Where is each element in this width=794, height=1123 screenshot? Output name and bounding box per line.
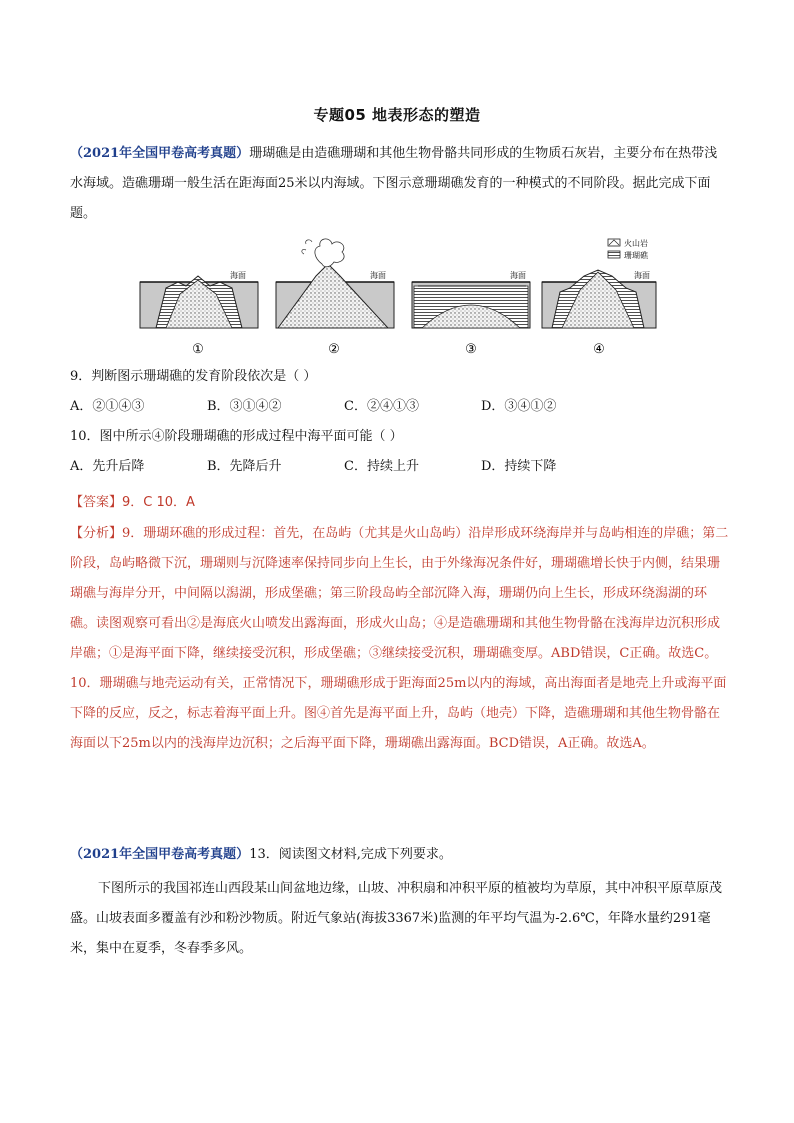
figure-legend [608,238,649,260]
stage-2-panel [276,239,394,328]
option-a: A．②①④③ [70,399,145,414]
option-c: C．持续上升 [344,459,419,474]
analysis-text-9: 9．珊瑚环礁的形成过程：首先，在岛屿（尤其是火山岛屿）沿岸形成环绕海岸并与岛屿相连的岸礁；第二阶段，岛屿略微下沉，珊瑚则与沉降速率保持同步向上生长，由于外缘海况条件好，珊瑚礁增长快于内侧，结果珊瑚礁与海岸分开，中间隔以潟湖，形成堡礁；第三阶段岛屿全部沉降入海，珊瑚仍向上生长，形成环绕潟湖的环礁。读图观察可看出②是海底火山喷发出露海面，形成火山岛；④是造礁珊瑚和其他生物骨骼在浅海岸边沉积形成岸礁；①是海平面下降，继续接受沉积，形成堡礁；③继续接受沉积，珊瑚礁变厚。ABD错误，C正确。故选C。 [70,526,729,661]
coral-reef-figure [138,236,658,360]
analysis-section [70,519,730,759]
answer-label: 【答案】 [70,495,123,510]
stage-label: ① [192,342,204,357]
option-b: B．③①④② [207,399,282,414]
option-c: C．②④①③ [344,399,419,414]
question-13-stem-line [70,840,730,870]
stage-label: ② [328,342,340,357]
stage-1-panel [140,270,258,328]
analysis-label: 【分析】 [70,526,123,541]
answer-line [70,488,730,518]
sea-surface-label: 海面 [370,271,386,280]
sea-surface-label: 海面 [230,271,246,280]
q13-source: （2021年全国甲卷高考真题） [70,847,250,862]
question-10-stem: 10．图中所示④阶段珊瑚礁的形成过程中海平面可能（ ） [70,429,403,444]
analysis-paragraph-2: 10．珊瑚礁与地壳运动有关，正常情况下，珊瑚礁形成于距海面25m以内的海域，高出海面者是地壳上升或海平面下降的反应，反之，标志着海平面上升。图④首先是海平面上升，岛屿（地壳）下降，造礁珊瑚和其他生物骨骼在海面以下25m以内的浅海岸边沉积；之后海平面下降，珊瑚礁出露海面。BCD错误，A正确。故选A。 [70,676,727,751]
option-a: A．先升后降 [70,459,145,474]
volcanic-plume-icon [315,239,344,267]
question-10-options [70,452,730,482]
answer-text: 9．C 10．A [122,495,195,510]
sea-surface-label: 海面 [510,271,526,280]
legend-volcanic-rock: 火山岩 [624,239,648,248]
intro-text: 珊瑚礁是由造礁珊瑚和其他生物骨骼共同形成的生物质石灰岩，主要分布在热带浅水海域。造礁珊瑚一般生活在距海面25米以内海域。下图示意珊瑚礁发育的一种模式的不同阶段。据此完成下面题。 [70,146,718,221]
q13-stem: 13．阅读图文材料,完成下列要求。 [249,847,452,862]
option-d: D．持续下降 [481,459,557,474]
option-d: D．③④①② [481,399,557,414]
option-b: B．先降后升 [207,459,282,474]
page-title: 专题05 地表形态的塑造 [313,106,481,124]
sea-surface-label: 海面 [634,271,650,280]
stage-4-panel [542,270,656,328]
question-9-options [70,392,730,422]
legend-coral-reef: 珊瑚礁 [624,251,648,260]
intro-paragraph [70,139,730,229]
question-9 [70,362,730,482]
question-9-stem: 9．判断图示珊瑚礁的发育阶段依次是（ ） [70,369,317,384]
intro-source: （2021年全国甲卷高考真题） [70,146,250,161]
stage-label: ④ [593,342,605,357]
analysis-paragraph-1 [70,519,730,669]
stage-label: ③ [465,342,477,357]
question-13 [70,840,730,964]
stage-3-panel [412,270,530,328]
q13-material: 下图所示的我国祁连山西段某山间盆地边缘，山坡、冲积扇和冲积平原的植被均为草原，其中冲积平原草原茂盛。山坡表面多覆盖有沙和粉沙物质。附近气象站(海拔3367米)监测的年平均气温为-2.6℃，年降水量约291毫米，集中在夏季，冬春季多风。 [70,881,723,956]
